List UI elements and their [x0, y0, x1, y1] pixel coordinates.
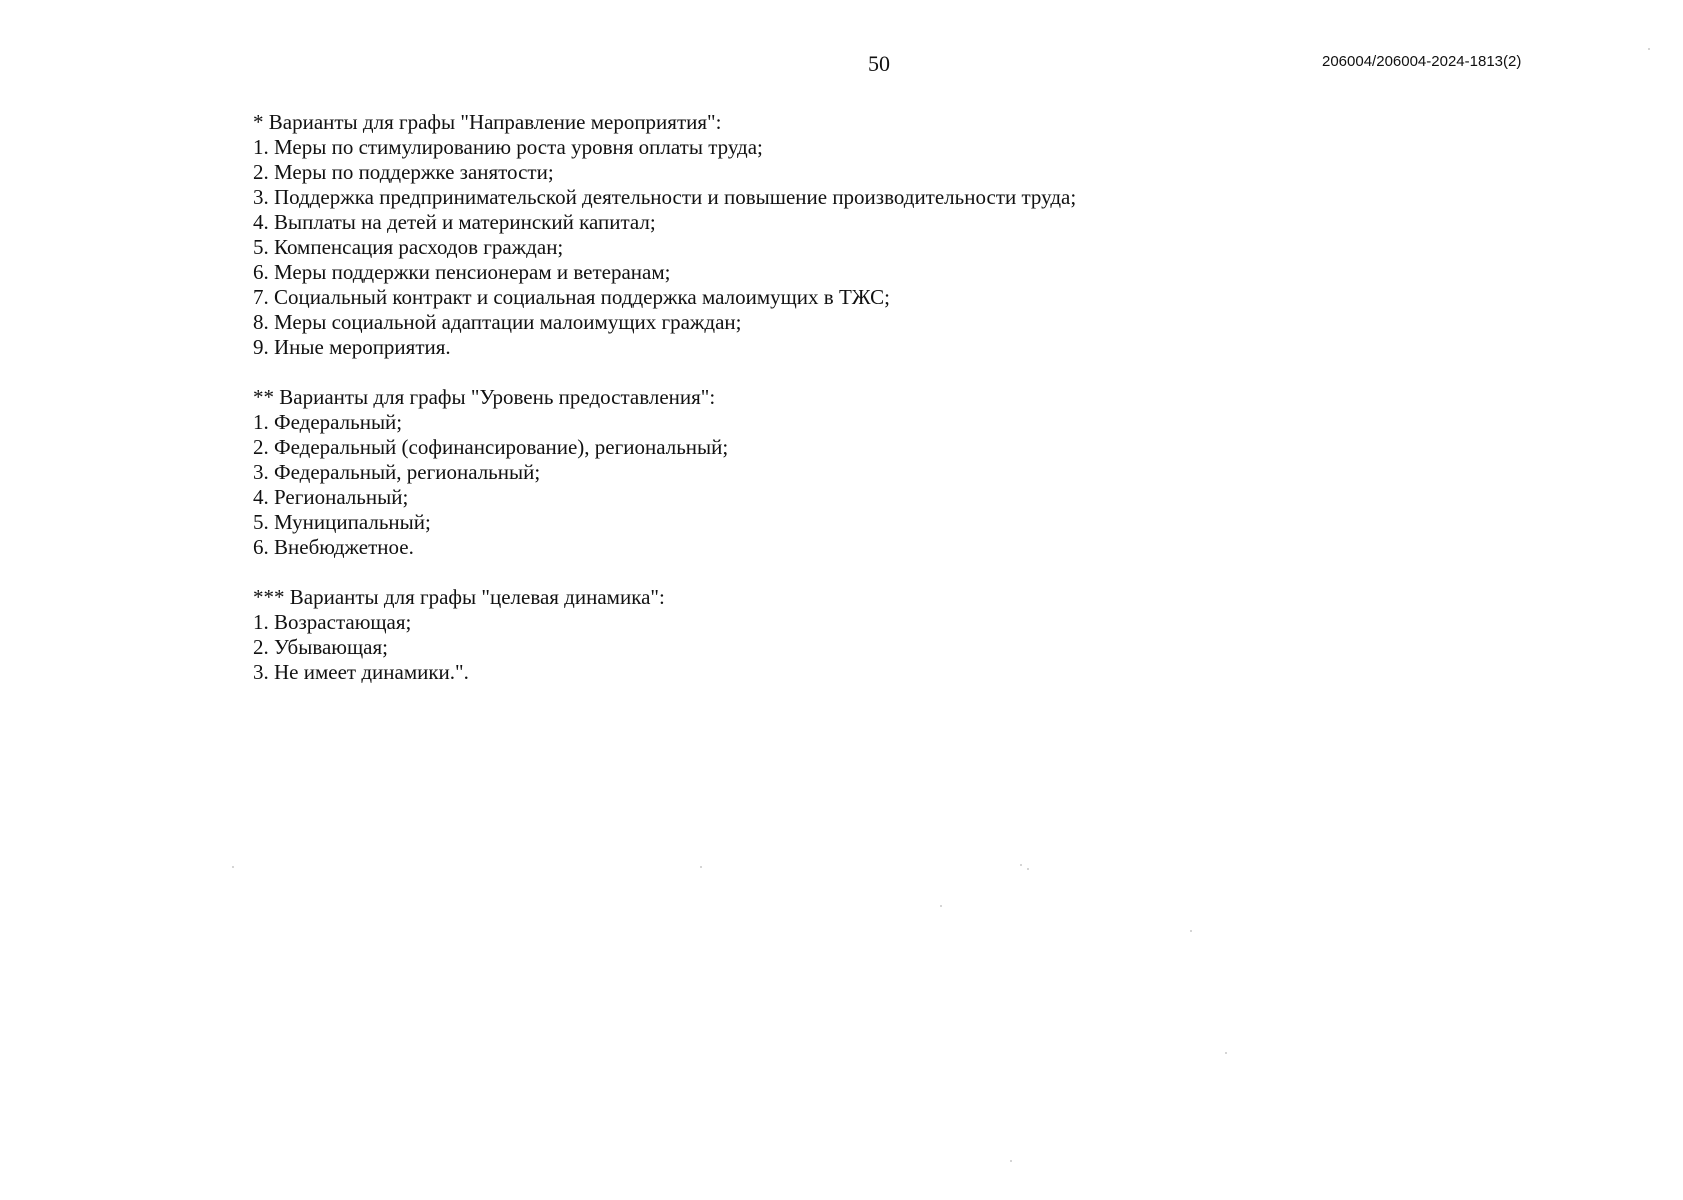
- list-item: 1. Меры по стимулированию роста уровня оплаты труда;: [253, 135, 763, 159]
- scan-speck: [1225, 1052, 1227, 1054]
- scan-speck: [1010, 1160, 1012, 1162]
- list-item: 6. Внебюджетное.: [253, 535, 414, 559]
- scan-speck: [1190, 930, 1192, 932]
- list-item: 5. Компенсация расходов граждан;: [253, 235, 564, 259]
- list-item: 1. Федеральный;: [253, 410, 403, 434]
- scan-speck: [1027, 868, 1029, 870]
- list-item: 3. Федеральный, региональный;: [253, 460, 541, 484]
- list-item: 6. Меры поддержки пенсионерам и ветеранам;: [253, 260, 671, 284]
- list-item: 4. Выплаты на детей и материнский капитал;: [253, 210, 656, 234]
- list-item: 3. Поддержка предпринимательской деятельности и повышение производительности труда;: [253, 185, 1077, 209]
- scan-speck: [232, 866, 234, 868]
- list-item: 2. Меры по поддержке занятости;: [253, 160, 554, 184]
- list-item: 5. Муниципальный;: [253, 510, 431, 534]
- document-body: [253, 110, 1553, 710]
- list-item: 3. Не имеет динамики.".: [253, 660, 469, 684]
- list-item: 2. Федеральный (софинансирование), региональный;: [253, 435, 729, 459]
- list-item: 9. Иные мероприятия.: [253, 335, 451, 359]
- list-item: 8. Меры социальной адаптации малоимущих граждан;: [253, 310, 742, 334]
- section-target-dynamics: [253, 585, 1553, 685]
- section-measure-direction: [253, 110, 1553, 360]
- scan-speck: [700, 866, 702, 868]
- document-id: 206004/206004-2024-1813(2): [1322, 53, 1522, 70]
- scan-speck: [940, 905, 942, 907]
- section-heading: ** Варианты для графы "Уровень предоставления":: [253, 385, 716, 409]
- scan-speck: [1020, 864, 1022, 866]
- list-item: 7. Социальный контракт и социальная поддержка малоимущих в ТЖС;: [253, 285, 890, 309]
- section-heading: *** Варианты для графы "целевая динамика":: [253, 585, 665, 609]
- section-provision-level: [253, 385, 1553, 560]
- list-item: 2. Убывающая;: [253, 635, 388, 659]
- section-heading: * Варианты для графы "Направление мероприятия":: [253, 110, 722, 134]
- list-item: 4. Региональный;: [253, 485, 409, 509]
- scan-speck: [1648, 48, 1650, 50]
- page-number: 50: [868, 51, 890, 76]
- list-item: 1. Возрастающая;: [253, 610, 412, 634]
